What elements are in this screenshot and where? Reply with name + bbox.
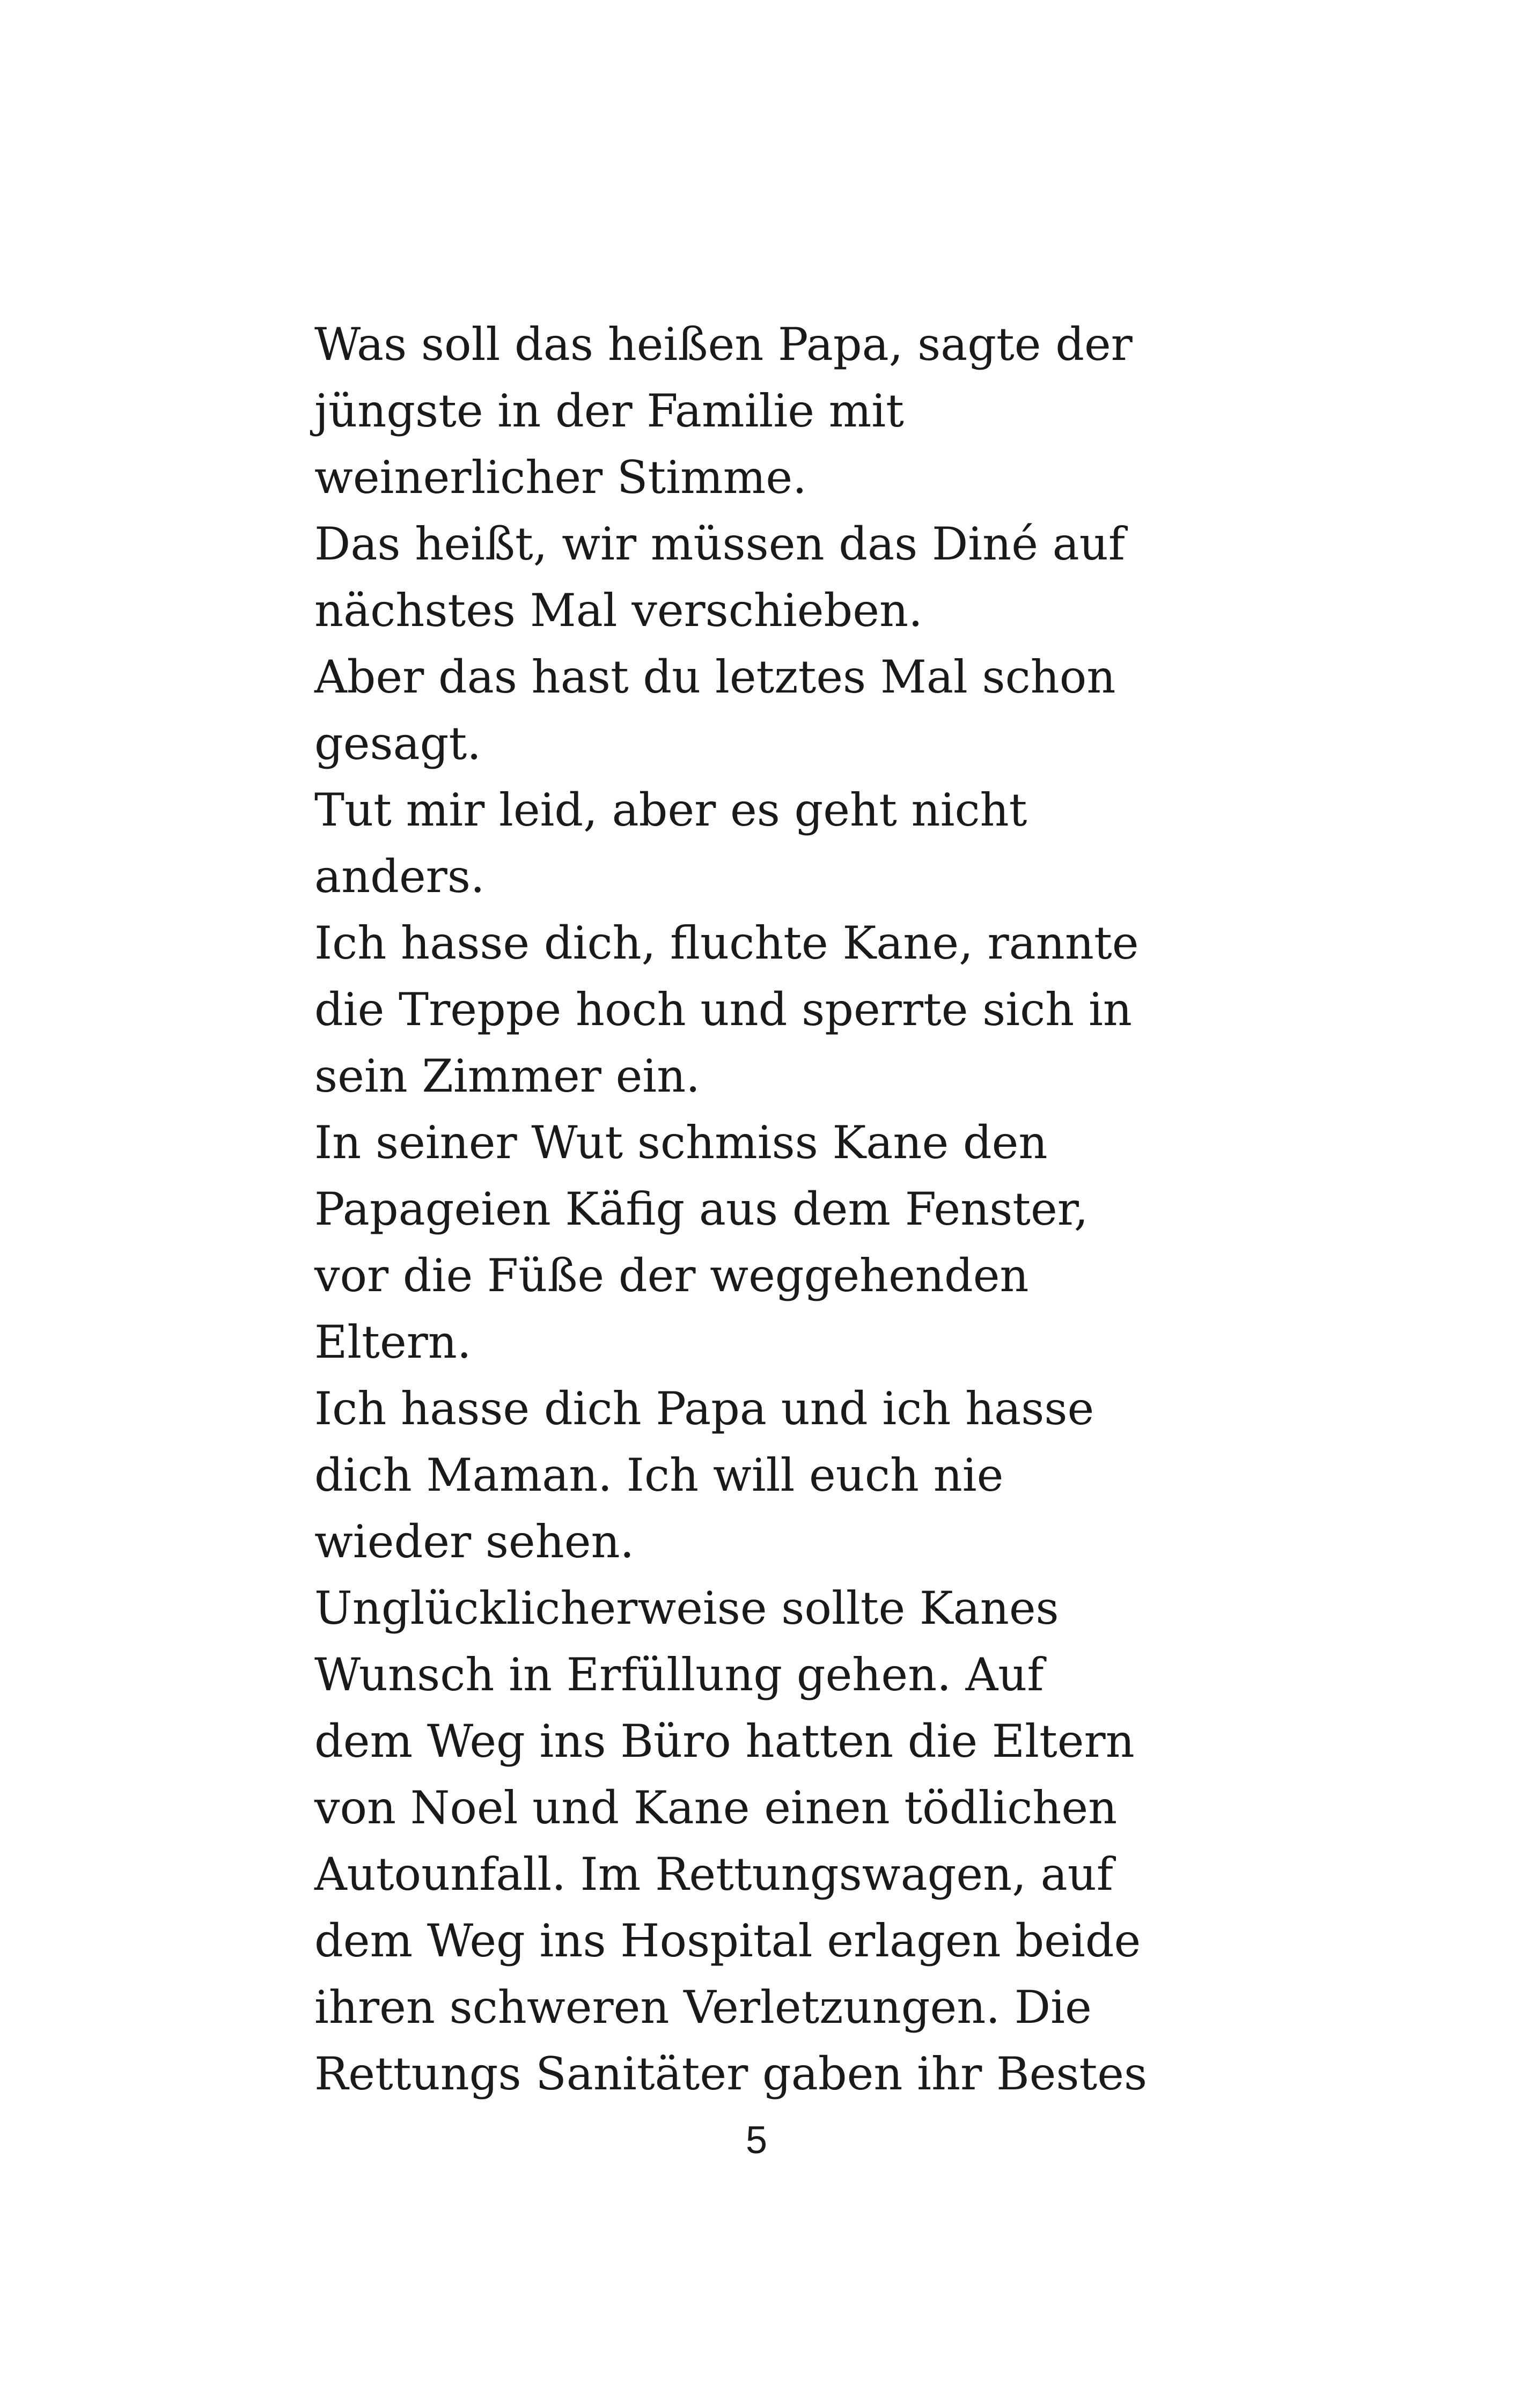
text-line: jüngste in der Familie mit bbox=[314, 385, 904, 437]
text-line: Aber das hast du letztes Mal schon bbox=[314, 651, 1116, 703]
text-line: Eltern. bbox=[314, 1316, 472, 1368]
page-number: 5 bbox=[745, 2119, 768, 2162]
text-line: Das heißt, wir müssen das Diné auf bbox=[314, 518, 1125, 570]
text-line: ihren schweren Verletzungen. Die bbox=[314, 1981, 1092, 2034]
text-line: Wunsch in Erfüllung gehen. Auf bbox=[314, 1648, 1044, 1701]
text-line: gesagt. bbox=[314, 717, 481, 770]
text-line: In seiner Wut schmiss Kane den bbox=[314, 1116, 1048, 1169]
text-line: Papageien Käfig aus dem Fenster, bbox=[314, 1183, 1089, 1235]
body-text bbox=[314, 311, 1226, 2107]
text-line: Ich hasse dich Papa und ich hasse bbox=[314, 1382, 1094, 1435]
text-line: Was soll das heißen Papa, sagte der bbox=[314, 318, 1133, 371]
text-line: dich Maman. Ich will euch nie bbox=[314, 1449, 1004, 1501]
text-line: nächstes Mal verschieben. bbox=[314, 584, 923, 637]
text-line: Ich hasse dich, fluchte Kane, rannte bbox=[314, 917, 1139, 969]
text-line: Tut mir leid, aber es geht nicht bbox=[314, 784, 1027, 836]
text-line: weinerlicher Stimme. bbox=[314, 451, 807, 504]
text-line: vor die Füße der weggehenden bbox=[314, 1249, 1029, 1302]
text-line: Autounfall. Im Rettungswagen, auf bbox=[314, 1848, 1113, 1901]
text-line: Unglücklicherweise sollte Kanes bbox=[314, 1582, 1059, 1634]
text-line: von Noel und Kane einen tödlichen bbox=[314, 1781, 1118, 1834]
text-line: Rettungs Sanitäter gaben ihr Bestes bbox=[314, 2048, 1148, 2100]
text-line: die Treppe hoch und sperrte sich in bbox=[314, 983, 1132, 1036]
text-line: dem Weg ins Büro hatten die Eltern bbox=[314, 1715, 1135, 1768]
text-line: wieder sehen. bbox=[314, 1515, 635, 1568]
text-line: sein Zimmer ein. bbox=[314, 1050, 700, 1102]
text-line: anders. bbox=[314, 850, 485, 903]
text-line: dem Weg ins Hospital erlagen beide bbox=[314, 1914, 1141, 1967]
